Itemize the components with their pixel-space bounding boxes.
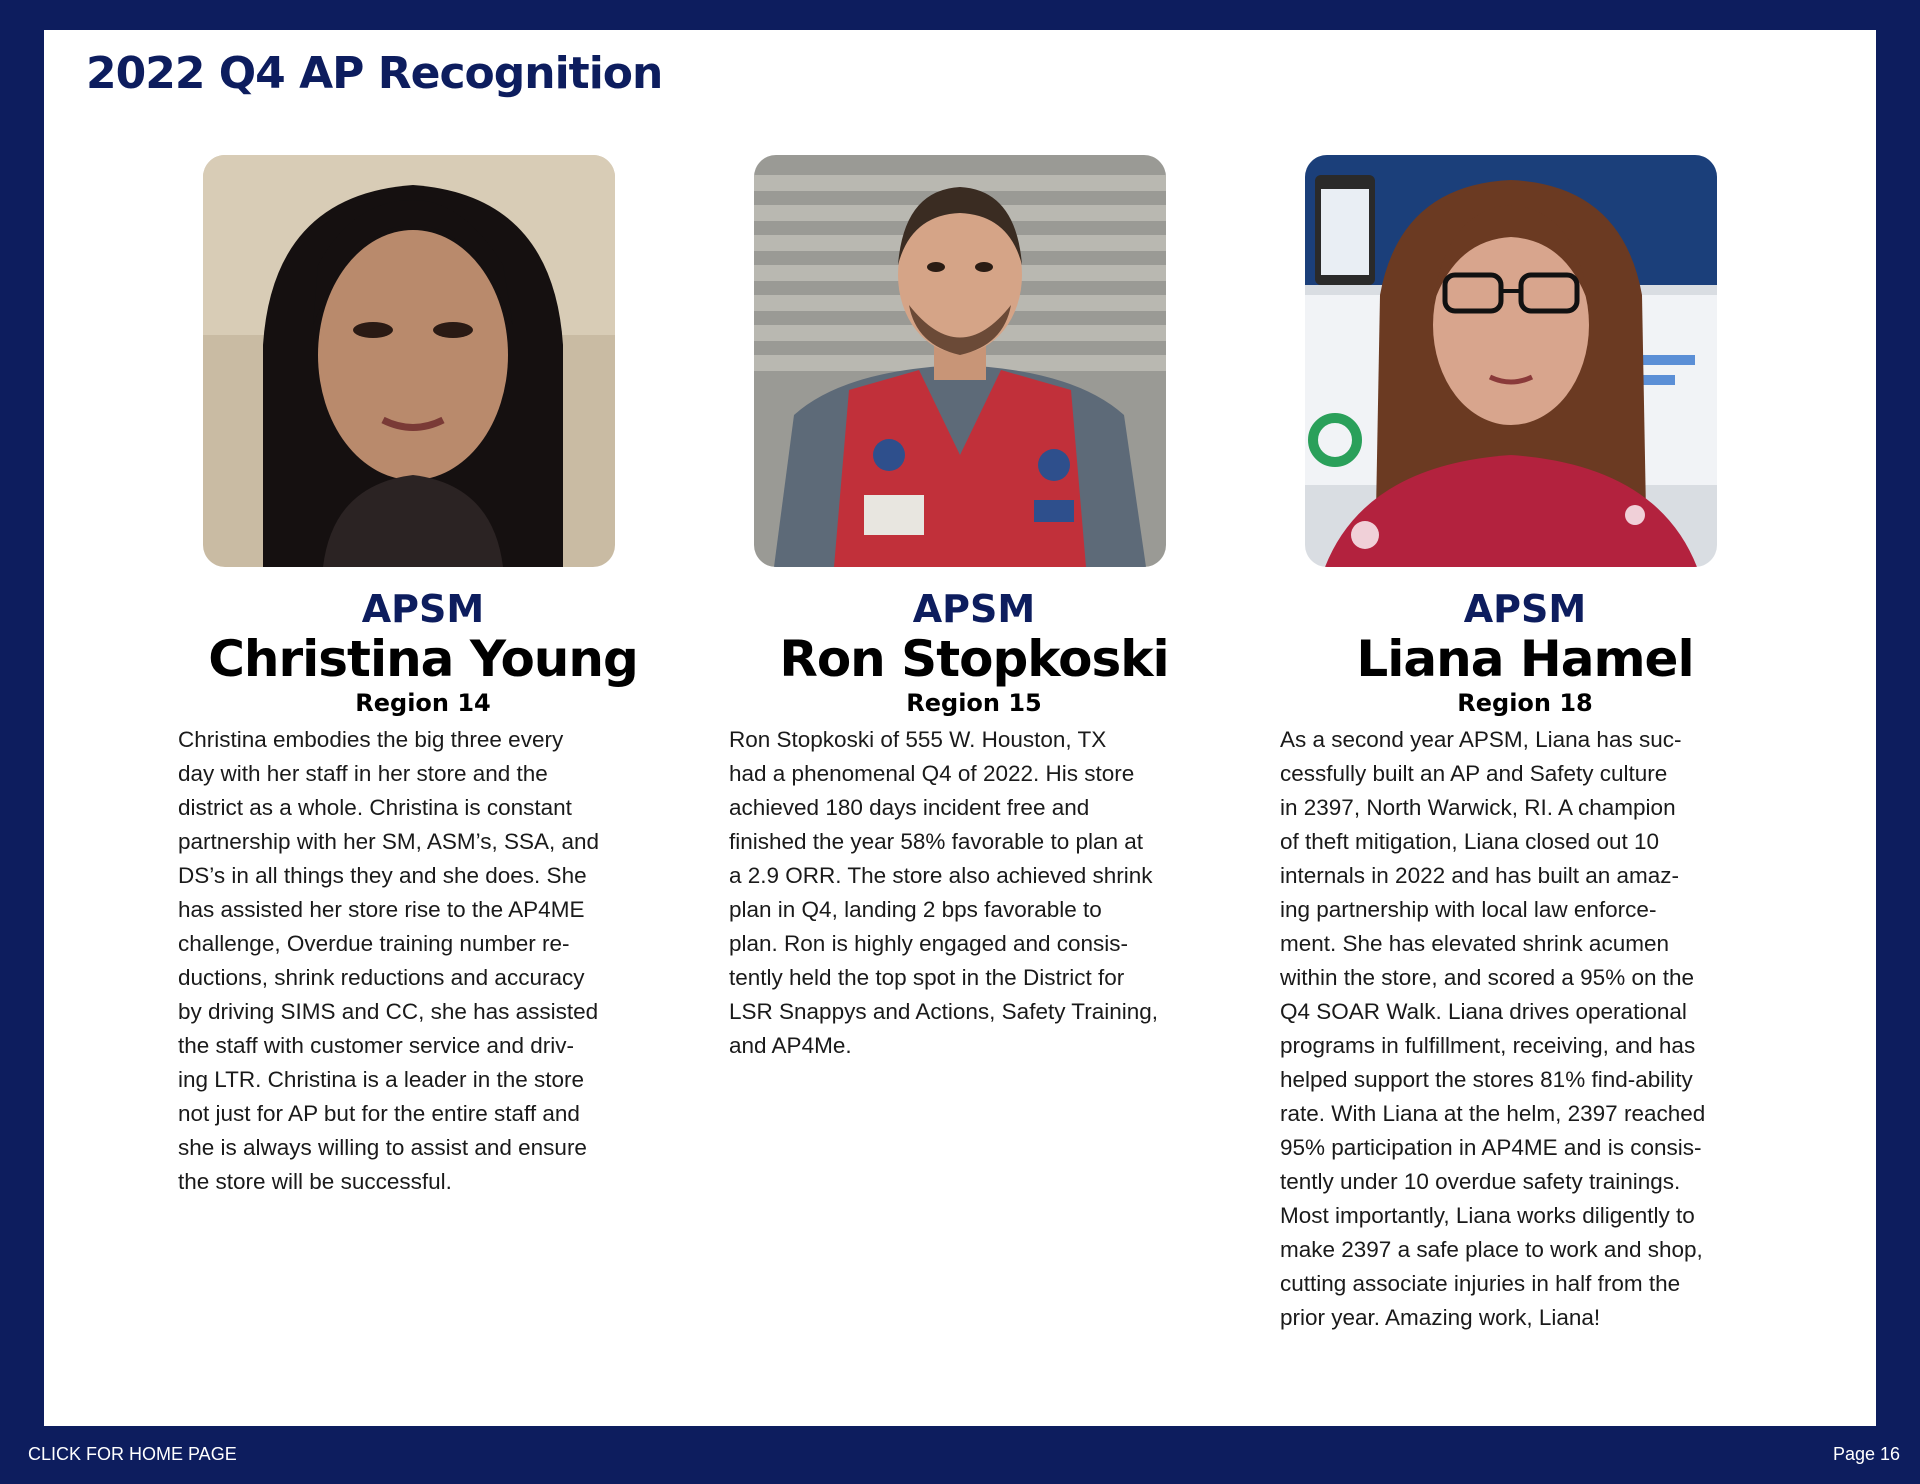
bio-text: Christina embodies the big three every day with her staff in her store and the district as a whole. Christina is constant partnership with her SM, ASM’s, SSA, and DS’s in all things they and she does. She has assisted her store rise to the AP4ME challenge, Overdue training number re- ductions, shrink reductions and accuracy by driving SIMS and CC, she has assisted the staff with customer service and driv- ing LTR. Christina is a leader in the store not just for AP but for the entire staff and she is always willing to assist and ensure the store will be successful. (178, 727, 600, 1194)
bio-text: As a second year APSM, Liana has suc- cessfully built an AP and Safety culture in 2397, North Warwick, RI. A champion of theft mitigation, Liana closed out 10 internals in 2022 and has built an amaz- ing partnership with local law enforce- ment. She has elevated shrink acumen within the store, and scored a 95% on the Q4 SOAR Walk. Liana drives operational programs in fulfillment, receiving, and has helped support the stores 81% find-ability rate. With Liana at the helm, 2397 reached 95% participation in AP4ME and is consis- tently under 10 overdue safety trainings. Most importantly, Liana works diligently to make 2397 a safe place to work and shop, cutting associate injuries in half from the prior year. Amazing work, Liana! (1280, 727, 1706, 1330)
bio-text: Ron Stopkoski of 555 W. Houston, TX had a phenomenal Q4 of 2022. His store achieved 180 days incident free and finished the year 58% favorable to plan at a 2.9 ORR. The store also achieved shrink plan in Q4, landing 2 bps favorable to plan. Ron is highly engaged and consis- tently held the top spot in the District for LSR Snappys and Actions, Safety Training, and AP4Me. (729, 727, 1159, 1058)
role-label: APSM (1463, 587, 1587, 631)
page-card (44, 30, 1876, 1426)
person-name: Christina Young (208, 630, 638, 688)
page-number: Page 16 (1832, 1444, 1900, 1464)
role-label: APSM (912, 587, 1036, 631)
home-page-link[interactable]: CLICK FOR HOME PAGE (28, 1444, 237, 1464)
portrait-photo (203, 155, 615, 567)
person-name: Liana Hamel (1356, 630, 1694, 688)
recognition-card (178, 155, 668, 1199)
recognition-card (1280, 155, 1770, 1335)
portrait-photo (754, 155, 1166, 567)
recognition-card (729, 155, 1219, 1063)
portrait-photo (1305, 155, 1717, 567)
region-label: Region 18 (1457, 689, 1593, 717)
role-label: APSM (361, 587, 485, 631)
region-label: Region 15 (906, 689, 1042, 717)
region-label: Region 14 (355, 689, 491, 717)
person-name: Ron Stopkoski (779, 630, 1169, 688)
page-title: 2022 Q4 AP Recognition (86, 48, 663, 99)
